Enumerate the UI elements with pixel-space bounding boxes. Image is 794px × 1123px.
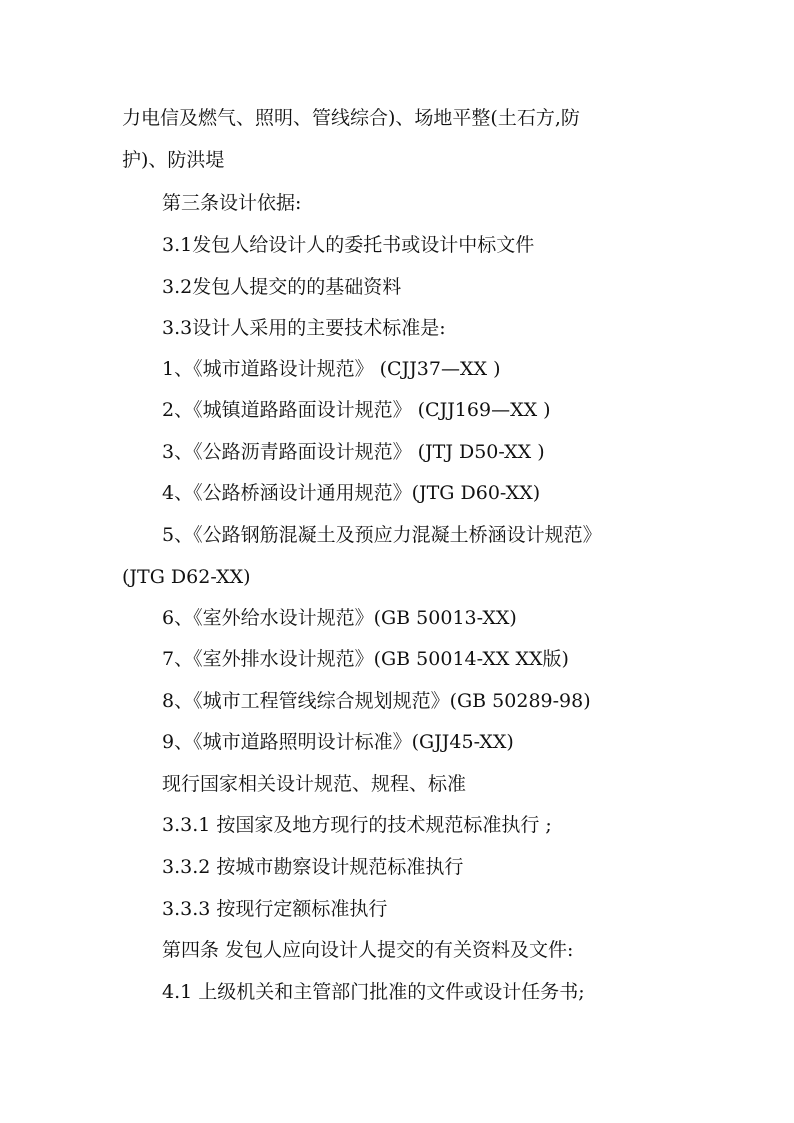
text-line: 力电信及燃气、照明、管线综合)、场地平整(土石方,防 [122, 107, 580, 129]
text-line: 3.2发包人提交的的基础资料 [162, 276, 402, 298]
list-item: 2、《城镇道路路面设计规范》 (CJJ169—XX ) [162, 399, 551, 421]
list-item: 8、《城市工程管线综合规划规范》(GB 50289-98) [162, 690, 591, 712]
list-item: 1、《城市道路设计规范》 (CJJ37—XX ) [162, 358, 501, 380]
text-line: 3.3.3 按现行定额标准执行 [162, 898, 388, 920]
text-line: 护)、防洪堤 [122, 149, 225, 171]
text-line: 3.1发包人给设计人的委托书或设计中标文件 [162, 234, 535, 256]
list-item: 6、《室外给水设计规范》(GB 50013-XX) [162, 607, 517, 629]
text-line: 3.3设计人采用的主要技术标准是: [162, 317, 446, 339]
text-line: 4.1 上级机关和主管部门批准的文件或设计任务书; [162, 981, 585, 1003]
text-line: 3.3.2 按城市勘察设计规范标准执行 [162, 856, 464, 878]
text-line: 3.3.1 按国家及地方现行的技术规范标准执行 ; [162, 814, 552, 836]
section-heading: 第四条 发包人应向设计人提交的有关资料及文件: [162, 939, 574, 961]
list-item: 4、《公路桥涵设计通用规范》(JTG D60-XX) [162, 482, 541, 504]
list-item-continuation: (JTG D62-XX) [122, 566, 251, 588]
text-line: 现行国家相关设计规范、规程、标准 [162, 773, 467, 795]
list-item: 3、《公路沥青路面设计规范》 (JTJ D50-XX ) [162, 441, 545, 463]
section-heading: 第三条设计依据: [162, 192, 302, 214]
list-item: 9、《城市道路照明设计标准》(GJJ45-XX) [162, 731, 514, 753]
list-item: 7、《室外排水设计规范》(GB 50014-XX XX版) [162, 648, 569, 670]
list-item: 5、《公路钢筋混凝土及预应力混凝土桥涵设计规范》 [162, 524, 602, 546]
